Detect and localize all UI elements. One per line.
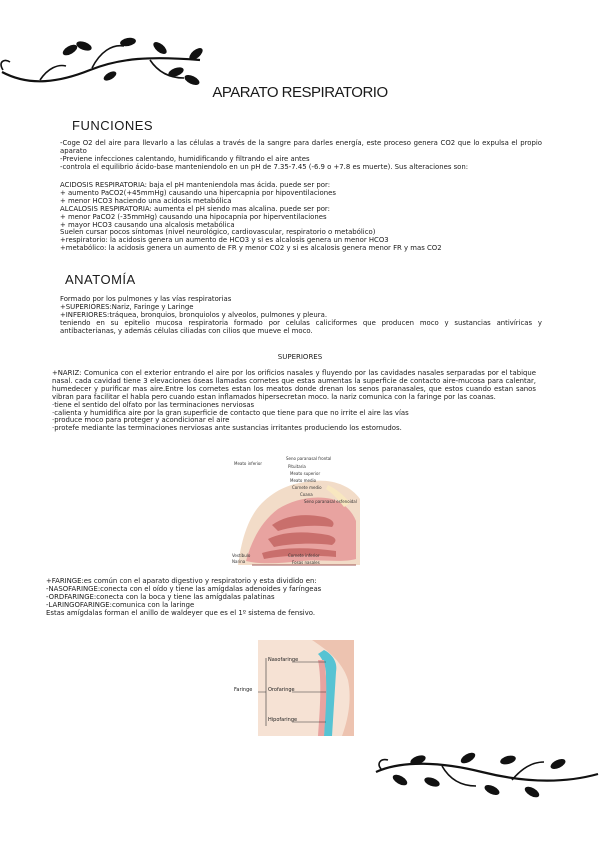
figure-label: Pituitaria (288, 464, 306, 469)
vine-decoration-bottom (372, 750, 600, 800)
figure-label: Meato superior (290, 471, 321, 476)
alteracion-line: ALCALOSIS RESPIRATORIA: aumenta el pH siendo mas alcalina. puede ser por: (60, 204, 330, 213)
superiores-heading: SUPERIORES (277, 353, 323, 361)
figure-label: Faringe (234, 687, 253, 693)
figure-label: Seno paranasal frontal (286, 456, 332, 461)
alteracion-line: + aumento PaCO2(+45mmHg) causando una hipercapnia por hipoventilaciones (60, 188, 336, 197)
anatomia-line: +SUPERIORES:Nariz, Faringe y Laringe (60, 302, 194, 311)
figure-label: Seno paranasal esfenoidal (304, 499, 357, 504)
alteraciones-list (60, 182, 540, 253)
faringe-text (46, 578, 526, 618)
figure-label: Vestíbulo (232, 553, 251, 558)
figure-label: Cornete inferior (288, 553, 320, 558)
nariz-text (52, 370, 536, 433)
pharynx-diagram (232, 640, 354, 736)
alteracion-line: + mayor HCO3 causando una alcalosis metabólica (60, 220, 235, 229)
nariz-line: ·protefe mediante las terminaciones nerviosas ante sustancias irritantes produciendo los estornudos. (52, 424, 402, 433)
funciones-line: -controla el equilibrio ácido-base manteniendolo en un pH de 7.35-7.45 (-6.9 o +7.8 es muerte). Sus alteraciones son: (60, 162, 469, 171)
nasal-cavity-diagram (232, 455, 364, 567)
figure-label: Cornete medio (292, 485, 322, 490)
alteracion-line: + menor PaCO2 (-35mmHg) causando una hipocapnia por hiperventilaciones (60, 212, 327, 221)
nariz-line: ·produce moco para proteger y acondicionar el aire (52, 416, 230, 425)
funciones-line: -Coge O2 del aire para llevarlo a las células a través de la sangre para darles energía, este proceso genera CO2 que lo expulsa el propio aparato (60, 139, 542, 155)
alteracion-line: Suelen cursar pocos síntomas (nivel neurológico, cardiovascular, respiratorio o metabólico) (60, 228, 376, 237)
figure-label: Hipofaringe (268, 717, 298, 723)
page-title: APARATO RESPIRATORIO (212, 84, 388, 101)
nariz-line: ·tiene el sentido del olfato por las terminaciones nerviosas (52, 400, 255, 409)
faringe-line: Estas amígdalas forman el anillo de waldeyer que es el 1º sistema de fensivo. (46, 608, 316, 617)
nariz-line: ·calienta y humidifica aire por la gran superficie de contacto que tiene para que no irrite el aire las vías (52, 408, 409, 417)
anatomia-line: Formado por los pulmones y las vías respiratorias (60, 295, 232, 303)
figure-label: Meato inferior (234, 461, 263, 466)
vine-decoration-top (0, 32, 215, 92)
anatomia-line: +INFERIORES:tráquea, bronquios, bronquiolos y alveolos, pulmones y pleura. (60, 310, 328, 319)
figure-label: Narina (232, 559, 246, 564)
alteracion-line: + menor HCO3 haciendo una acidosis metabólica (60, 196, 232, 205)
funciones-heading: FUNCIONES (72, 118, 154, 133)
faringe-line: -NASOFARINGE:conecta con el oído y tiene las amígdalas adenoides y faríngeas (46, 584, 322, 593)
faringe-line: +FARINGE:es común con el aparato digestivo y respiratorio y esta dividido en: (46, 577, 317, 585)
alteracion-line: +metabólico: la acidosis genera un aumento de FR y menor CO2 y si es alcalosis genera menor FR y mas CO2 (60, 244, 442, 253)
nariz-line: +NARIZ: Comunica con el exterior entrando el aire por los orificios nasales y fluyendo por las cavidades nasales serparadas por el tabique nasal. cada cavidad tiene 3 elevaciones óseas llamadas cornetes que estas aumentas la superficie de contacto aire-mucosa para calentar, humedecer y purificar mas aire.Entre los cornetes estan los meatos donde drenan los senos paranasales, que estos cuando estan sanos vibran para facilitar el habla pero cuando estan inflamados hipersecretan moco. la nariz comunica con la faringe por las coanas. (52, 369, 536, 401)
alteracion-line: ACIDOSIS RESPIRATORIA: baja el pH manteniendola mas ácida. puede ser por: (60, 181, 331, 189)
anatomia-line: teniendo en su epitelio mucosa respiratoria formado por celulas caliciformes que producen moco y sustancias antivíricas y antibacterianas, y además células ciliadas con cilios que mueve el moco. (60, 318, 542, 335)
figure-label: Nasofaringe (268, 657, 299, 663)
alteracion-line: +respiratorio: la acidosis genera un aumento de HCO3 y si es alcalosis genera un menor HCO3 (60, 236, 389, 245)
figure-label: Meato medio (290, 478, 317, 483)
funciones-intro (60, 140, 542, 172)
anatomia-heading: ANATOMÍA (65, 272, 136, 287)
faringe-line: -ORDFARINGE:conecta con la boca y tiene las amígdalas palatinas (46, 592, 275, 601)
anatomia-text (60, 296, 542, 336)
figure-label: Fosas nasales (292, 560, 320, 565)
figure-label: Coana (300, 492, 313, 497)
figure-label: Orofaringe (268, 687, 295, 693)
funciones-line: -Previene infecciones calentando, humidificando y filtrando el aire antes (60, 154, 310, 163)
faringe-line: -LARINGOFARINGE:comunica con la laringe (46, 600, 195, 609)
